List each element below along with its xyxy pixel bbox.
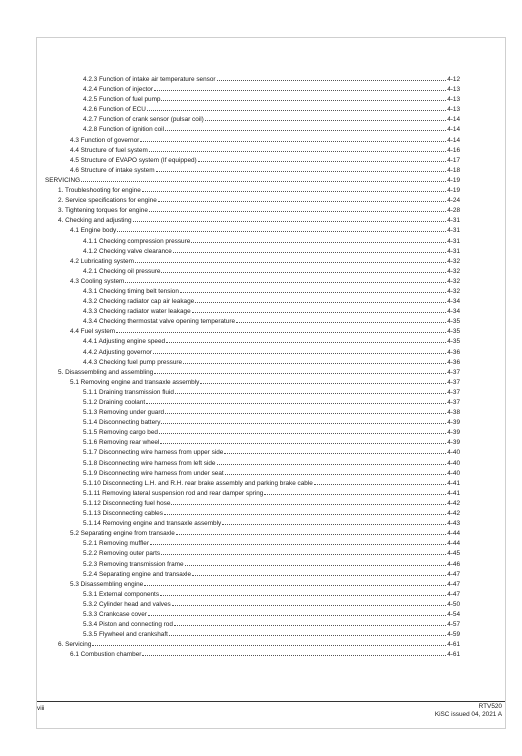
toc-entry[interactable] xyxy=(45,588,460,598)
toc-leader-dots xyxy=(142,184,446,192)
toc-entry-title: 4.2.8 Function of ignition coil xyxy=(83,126,164,134)
toc-leader-dots xyxy=(140,134,446,142)
toc-entry-title: 4.6 Structure of intake system xyxy=(70,166,155,174)
toc-entry-page: 4-14 xyxy=(447,116,460,124)
toc-entry[interactable] xyxy=(45,648,460,658)
toc-leader-dots xyxy=(171,497,446,505)
toc-entry-page: 4-61 xyxy=(447,641,460,649)
toc-entry[interactable] xyxy=(45,113,460,123)
toc-leader-dots xyxy=(174,618,446,626)
footer-divider xyxy=(37,701,505,702)
toc-leader-dots xyxy=(116,325,446,333)
toc-leader-dots xyxy=(133,214,447,222)
toc-entry-title: 5.3.2 Cylinder head and valves xyxy=(83,600,171,608)
toc-entry-page: 4-44 xyxy=(447,540,460,548)
toc-leader-dots xyxy=(161,416,446,424)
toc-entry-title: 4.3 Cooling system xyxy=(70,277,125,285)
toc-entry-title: 4.2.1 Checking oil pressure xyxy=(83,267,161,275)
toc-entry-title: 5.3.4 Piston and connecting rod xyxy=(83,621,173,629)
toc-entry-page: 4-43 xyxy=(447,520,460,528)
toc-entry[interactable] xyxy=(45,275,460,285)
toc-entry-page: 4-45 xyxy=(447,550,460,558)
toc-leader-dots xyxy=(198,154,447,162)
toc-entry[interactable] xyxy=(45,164,460,174)
toc-leader-dots xyxy=(225,467,447,475)
toc-leader-dots xyxy=(161,265,446,273)
toc-leader-dots xyxy=(185,558,447,566)
toc-leader-dots xyxy=(161,93,446,101)
toc-entry-page: 4-19 xyxy=(447,187,460,195)
toc-entry-title: 2. Service specifications for engine xyxy=(58,197,157,205)
toc-entry-page: 4-13 xyxy=(447,106,460,114)
toc-entry-page: 4-31 xyxy=(447,237,460,245)
toc-entry-page: 4-40 xyxy=(447,469,460,477)
toc-entry-title: 4.4.3 Checking fuel pump pressure xyxy=(83,358,183,366)
toc-entry-title: 4.4.2 Adjusting governor xyxy=(83,348,152,356)
toc-entry-title: 4.2.6 Function of ECU xyxy=(83,106,146,114)
toc-entry-page: 4-13 xyxy=(447,86,460,94)
toc-entry-title: 5.1 Removing engine and transaxle assembly xyxy=(70,378,200,386)
toc-entry[interactable] xyxy=(45,618,460,628)
toc-entry-page: 4-35 xyxy=(447,328,460,336)
toc-leader-dots xyxy=(149,204,446,212)
toc-entry-title: 5. Disassembling and assembling xyxy=(58,368,154,376)
toc-entry[interactable] xyxy=(45,487,460,497)
toc-entry-title: 3. Tightening torques for engine xyxy=(58,207,148,215)
toc-entry-title: 5.2.1 Removing muffler xyxy=(83,540,149,548)
toc-entry-title: 6.1 Combustion chamber xyxy=(70,651,142,659)
toc-leader-dots xyxy=(146,396,446,404)
toc-leader-dots xyxy=(156,164,447,172)
toc-leader-dots xyxy=(153,346,446,354)
toc-leader-dots xyxy=(144,578,446,586)
toc-entry-title: 4.4.1 Adjusting engine speed xyxy=(83,338,166,346)
toc-leader-dots xyxy=(150,537,446,545)
toc-entry[interactable] xyxy=(45,426,460,436)
toc-leader-dots xyxy=(148,608,446,616)
toc-leader-dots xyxy=(154,366,446,374)
toc-entry[interactable] xyxy=(45,93,460,103)
toc-entry[interactable] xyxy=(45,83,460,93)
toc-entry-title: 5.2.4 Separating engine and transaxle xyxy=(83,570,192,578)
toc-entry-title: 5.1.13 Disconnecting cables xyxy=(83,510,163,518)
toc-entry-title: 4.4 Structure of fuel system xyxy=(70,146,148,154)
toc-entry[interactable] xyxy=(45,638,460,648)
toc-entry-title: SERVICING xyxy=(45,176,81,184)
footer-model: RTV520 xyxy=(478,703,502,710)
toc-entry-page: 4-42 xyxy=(447,510,460,518)
toc-entry[interactable] xyxy=(45,224,460,234)
toc-entry-title: 4.5 Structure of EVAPO system (If equipped) xyxy=(70,156,197,164)
toc-entry-page: 4-41 xyxy=(447,479,460,487)
toc-entry-page: 4-39 xyxy=(447,439,460,447)
toc-entry[interactable] xyxy=(45,537,460,547)
toc-entry[interactable] xyxy=(45,396,460,406)
toc-leader-dots xyxy=(160,588,446,596)
toc-entry-page: 4-47 xyxy=(447,570,460,578)
toc-entry-title: 5.1.4 Disconnecting battery xyxy=(83,419,161,427)
toc-entry-title: 5.1.9 Disconnecting wire harness from under seat xyxy=(83,469,224,477)
toc-entry-page: 4-54 xyxy=(447,610,460,618)
toc-entry[interactable] xyxy=(45,245,460,255)
toc-entry-page: 4-35 xyxy=(447,318,460,326)
toc-entry-page: 4-13 xyxy=(447,96,460,104)
toc-entry[interactable] xyxy=(45,507,460,517)
toc-entry-title: 5.3.3 Crankcase cover xyxy=(83,610,147,618)
toc-entry-title: 4.2.4 Function of injector xyxy=(83,86,153,94)
toc-entry[interactable] xyxy=(45,628,460,638)
toc-entry[interactable] xyxy=(45,558,460,568)
toc-entry-title: 5.2 Separating engine from transaxle xyxy=(70,530,175,538)
toc-leader-dots xyxy=(192,305,447,313)
toc-entry[interactable] xyxy=(45,477,460,487)
toc-entry-page: 4-47 xyxy=(447,590,460,598)
toc-entry[interactable] xyxy=(45,416,460,426)
toc-entry-title: 5.1.6 Removing rear wheel xyxy=(83,439,160,447)
toc-entry-page: 4-34 xyxy=(447,298,460,306)
toc-leader-dots xyxy=(217,73,447,81)
toc-entry-title: 5.1.7 Disconnecting wire harness from upper side xyxy=(83,449,224,457)
toc-entry[interactable] xyxy=(45,467,460,477)
toc-entry[interactable] xyxy=(45,103,460,113)
toc-entry-title: 5.1.10 Disconnecting L.H. and R.H. rear brake assembly and parking brake cable xyxy=(83,479,313,487)
toc-entry-page: 4-37 xyxy=(447,378,460,386)
toc-leader-dots xyxy=(135,255,446,263)
toc-entry-title: 4.3.1 Checking timing belt tension xyxy=(83,287,179,295)
toc-entry-page: 4-41 xyxy=(447,489,460,497)
toc-entry-title: 5.2.3 Removing transmission frame xyxy=(83,560,184,568)
toc-entry-page: 4-61 xyxy=(447,651,460,659)
toc-entry[interactable] xyxy=(45,386,460,396)
toc-leader-dots xyxy=(165,123,446,131)
toc-entry-page: 4-40 xyxy=(447,459,460,467)
toc-entry-page: 4-32 xyxy=(447,257,460,265)
toc-entry-page: 4-36 xyxy=(447,358,460,366)
toc-entry[interactable] xyxy=(45,184,460,194)
toc-leader-dots xyxy=(92,638,446,646)
toc-leader-dots xyxy=(169,628,446,636)
toc-entry-title: 6. Servicing xyxy=(58,641,92,649)
toc-entry-page: 4-39 xyxy=(447,429,460,437)
toc-entry-page: 4-38 xyxy=(447,409,460,417)
toc-leader-dots xyxy=(149,144,446,152)
toc-entry-title: 5.1.3 Removing under guard xyxy=(83,409,165,417)
toc-leader-dots xyxy=(172,598,446,606)
toc-leader-dots xyxy=(159,426,446,434)
toc-entry-page: 4-12 xyxy=(447,76,460,83)
toc-entry[interactable] xyxy=(45,154,460,164)
toc-entry-title: 5.1.5 Removing cargo bed xyxy=(83,429,158,437)
toc-entry-title: 4.4 Fuel system xyxy=(70,328,116,336)
toc-leader-dots xyxy=(161,547,446,555)
toc-entry[interactable] xyxy=(45,265,460,275)
toc-leader-dots xyxy=(195,295,446,303)
toc-leader-dots xyxy=(200,376,446,384)
toc-entry[interactable] xyxy=(45,194,460,204)
toc-entry-page: 4-19 xyxy=(447,176,460,184)
toc-entry[interactable] xyxy=(45,547,460,557)
footer-issue: KiSC issued 04, 2021 A xyxy=(434,711,502,718)
toc-entry-title: 5.1.12 Disconnecting fuel hose xyxy=(83,499,171,507)
toc-leader-dots xyxy=(264,487,446,495)
toc-leader-dots xyxy=(224,446,446,454)
toc-entry-title: 5.1.8 Disconnecting wire harness from left side xyxy=(83,459,216,467)
toc-entry-title: 4.2 Lubricating system xyxy=(70,257,134,265)
toc-entry[interactable] xyxy=(45,123,460,133)
toc-entry-page: 4-42 xyxy=(447,499,460,507)
toc-entry-title: 4.1 Engine body xyxy=(70,227,117,235)
toc-entry-page: 4-44 xyxy=(447,530,460,538)
toc-entry-page: 4-37 xyxy=(447,388,460,396)
toc-entry[interactable] xyxy=(45,568,460,578)
toc-entry[interactable] xyxy=(45,346,460,356)
toc-entry[interactable] xyxy=(45,436,460,446)
toc-entry[interactable] xyxy=(45,446,460,456)
toc-entry-page: 4-31 xyxy=(447,227,460,235)
toc-entry-page: 4-57 xyxy=(447,621,460,629)
toc-entry-page: 4-14 xyxy=(447,136,460,144)
toc-entry[interactable] xyxy=(45,174,460,184)
toc-entry-page: 4-28 xyxy=(447,207,460,215)
toc-entry[interactable] xyxy=(45,608,460,618)
toc-entry-page: 4-32 xyxy=(447,267,460,275)
toc-entry-page: 4-16 xyxy=(447,146,460,154)
toc-entry-page: 4-46 xyxy=(447,560,460,568)
toc-entry-page: 4-37 xyxy=(447,399,460,406)
toc-leader-dots xyxy=(125,275,446,283)
toc-entry-title: 5.3.1 External components xyxy=(83,590,160,598)
toc-entry-title: 4. Checking and adjusting xyxy=(58,217,132,225)
toc-leader-dots xyxy=(205,113,446,121)
toc-leader-dots xyxy=(160,436,446,444)
toc-entry-title: 5.3.5 Flywheel and crankshaft xyxy=(83,631,168,639)
toc-entry-title: 4.2.5 Function of fuel pump xyxy=(83,96,161,104)
toc-entry-page: 4-32 xyxy=(447,287,460,295)
toc-leader-dots xyxy=(222,517,446,525)
toc-leader-dots xyxy=(166,335,446,343)
toc-entry[interactable] xyxy=(45,315,460,325)
toc-entry[interactable] xyxy=(45,517,460,527)
toc-entry-title: 4.3.2 Checking radiator cap air leakage xyxy=(83,298,195,306)
toc-entry-page: 4-17 xyxy=(447,156,460,164)
toc-entry-title: 4.1.2 Checking valve clearance xyxy=(83,247,172,255)
toc-leader-dots xyxy=(183,356,446,364)
toc-entry-title: 5.1.11 Removing lateral suspension rod and rear damper spring xyxy=(83,489,264,497)
toc-entry[interactable] xyxy=(45,73,460,83)
toc-entry[interactable] xyxy=(45,204,460,214)
toc-entry[interactable] xyxy=(45,527,460,537)
toc-entry-page: 4-50 xyxy=(447,600,460,608)
toc-entry-title: 4.3.4 Checking thermostat valve opening temperature xyxy=(83,318,236,326)
toc-leader-dots xyxy=(165,406,446,414)
toc-leader-dots xyxy=(191,235,446,243)
toc-entry-title: 5.1.2 Draining coolant xyxy=(83,399,146,406)
toc-entry-title: 1. Troubleshooting for engine xyxy=(58,187,141,195)
toc-entry-title: 4.2.3 Function of intake air temperature sensor xyxy=(83,76,216,83)
toc-entry[interactable] xyxy=(45,214,460,224)
footer-page-number: viii xyxy=(37,705,45,712)
toc-leader-dots xyxy=(236,315,446,323)
toc-entry-title: 5.1.1 Draining transmission fluid xyxy=(83,388,174,396)
toc-leader-dots xyxy=(176,527,446,535)
toc-entry-page: 4-14 xyxy=(447,126,460,134)
toc-leader-dots xyxy=(173,245,446,253)
table-of-contents xyxy=(45,73,460,658)
toc-entry[interactable] xyxy=(45,144,460,154)
toc-entry-title: 5.2.2 Removing outer parts xyxy=(83,550,161,558)
toc-leader-dots xyxy=(217,457,447,465)
toc-entry-title: 4.3.3 Checking radiator water leakage xyxy=(83,308,191,316)
toc-entry-page: 4-37 xyxy=(447,368,460,376)
toc-entry-page: 4-59 xyxy=(447,631,460,639)
toc-entry[interactable] xyxy=(45,295,460,305)
toc-entry-page: 4-40 xyxy=(447,449,460,457)
toc-leader-dots xyxy=(175,386,446,394)
toc-leader-dots xyxy=(147,103,446,111)
toc-entry[interactable] xyxy=(45,235,460,245)
footer-info xyxy=(435,703,502,719)
toc-entry[interactable] xyxy=(45,305,460,315)
toc-entry[interactable] xyxy=(45,325,460,335)
toc-leader-dots xyxy=(142,648,446,656)
toc-entry-page: 4-18 xyxy=(447,166,460,174)
toc-leader-dots xyxy=(117,224,446,232)
toc-leader-dots xyxy=(154,83,446,91)
toc-entry[interactable] xyxy=(45,598,460,608)
toc-entry-page: 4-35 xyxy=(447,338,460,346)
toc-entry[interactable] xyxy=(45,366,460,376)
toc-leader-dots xyxy=(314,477,446,485)
toc-entry[interactable] xyxy=(45,406,460,416)
toc-entry[interactable] xyxy=(45,356,460,366)
toc-entry-title: 4.2.7 Function of crank sensor (pulsar coil) xyxy=(83,116,204,124)
toc-entry-title: 5.3 Disassembling engine xyxy=(70,580,144,588)
toc-entry-page: 4-31 xyxy=(447,247,460,255)
toc-leader-dots xyxy=(81,174,446,182)
toc-entry[interactable] xyxy=(45,376,460,386)
toc-entry[interactable] xyxy=(45,497,460,507)
toc-entry-page: 4-34 xyxy=(447,308,460,316)
toc-entry-page: 4-47 xyxy=(447,580,460,588)
toc-entry-page: 4-32 xyxy=(447,277,460,285)
toc-entry-page: 4-36 xyxy=(447,348,460,356)
toc-entry[interactable] xyxy=(45,285,460,295)
toc-leader-dots xyxy=(192,568,446,576)
toc-entry[interactable] xyxy=(45,578,460,588)
toc-entry[interactable] xyxy=(45,134,460,144)
toc-entry-title: 4.3 Function of governor xyxy=(70,136,140,144)
toc-leader-dots xyxy=(180,285,446,293)
toc-entry[interactable] xyxy=(45,457,460,467)
toc-entry-title: 4.1.1 Checking compression pressure xyxy=(83,237,191,245)
toc-leader-dots xyxy=(158,194,446,202)
toc-entry-page: 4-24 xyxy=(447,197,460,205)
toc-entry-title: 5.1.14 Removing engine and transaxle assembly xyxy=(83,520,222,528)
toc-entry-page: 4-31 xyxy=(447,217,460,225)
toc-entry-page: 4-39 xyxy=(447,419,460,427)
toc-leader-dots xyxy=(164,507,446,515)
toc-entry[interactable] xyxy=(45,255,460,265)
toc-entry[interactable] xyxy=(45,335,460,345)
